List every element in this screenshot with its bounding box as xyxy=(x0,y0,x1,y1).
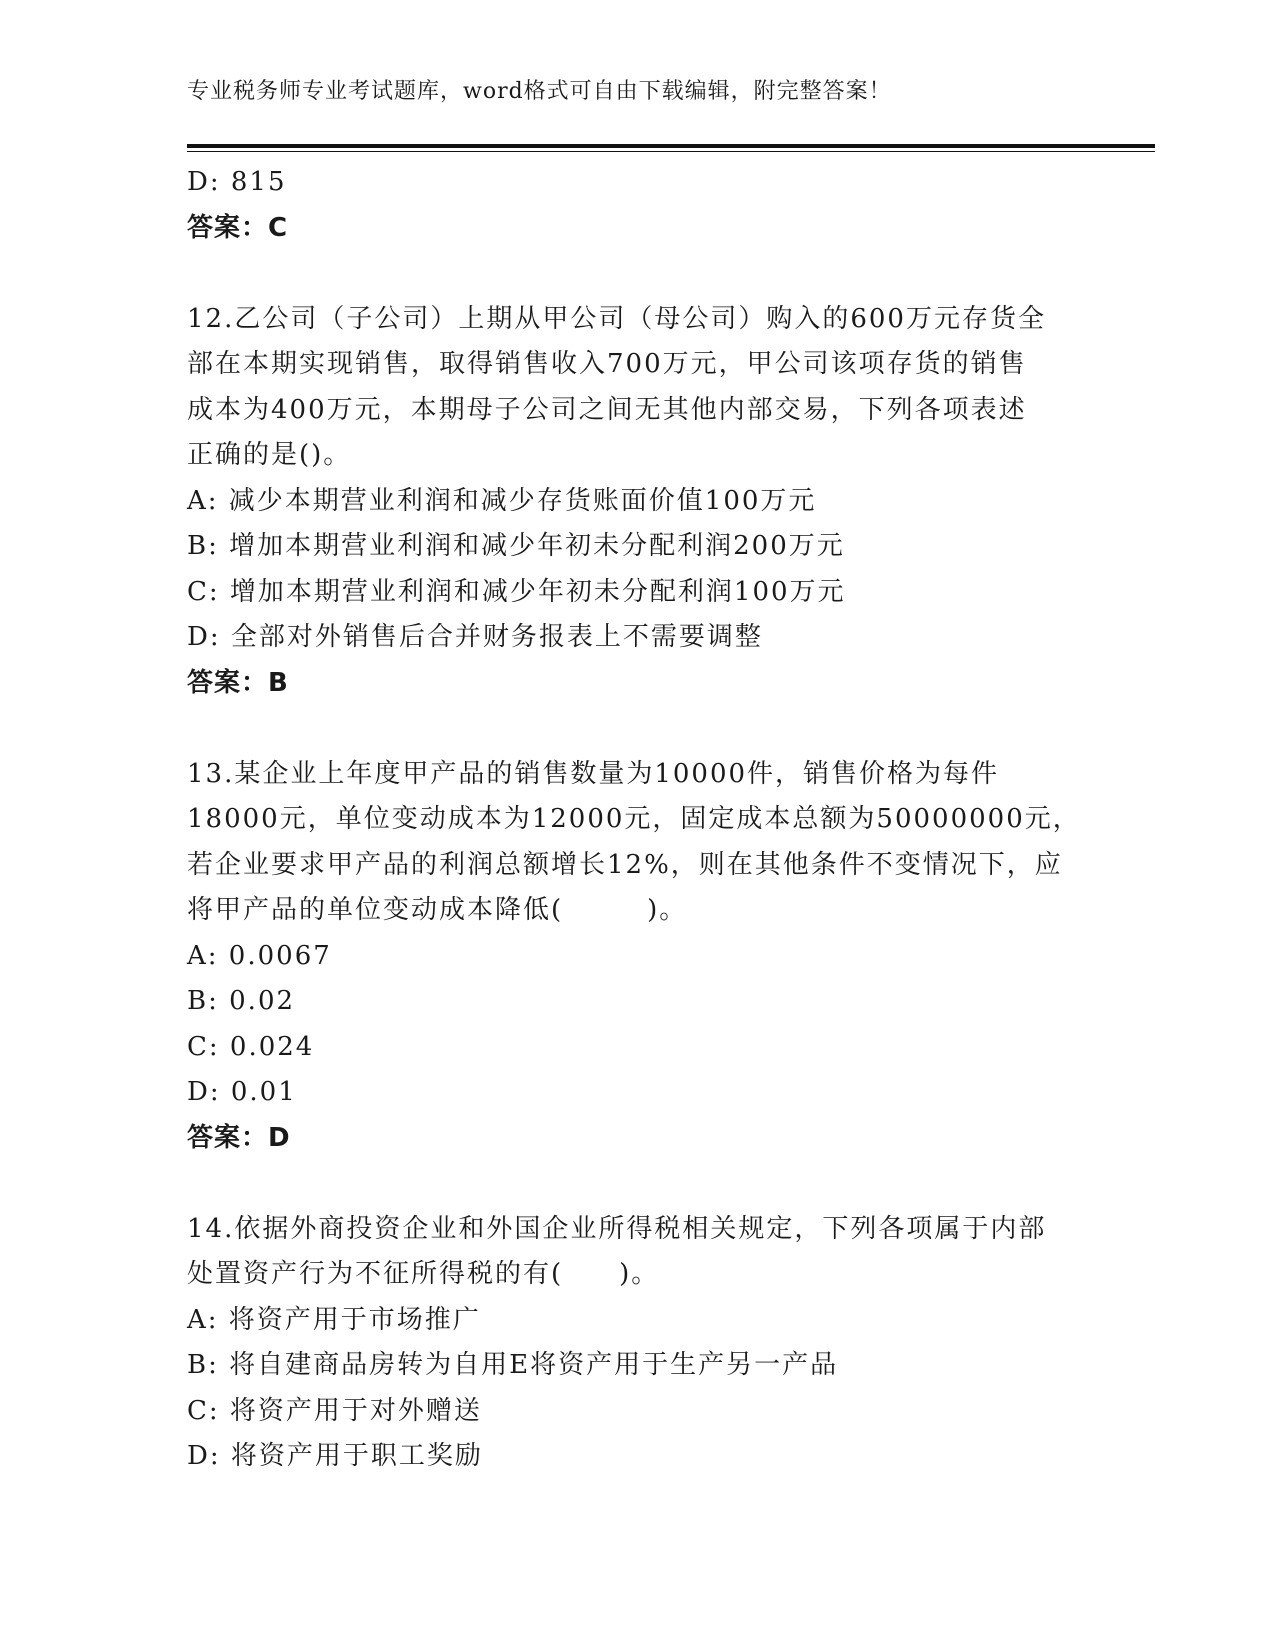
option-b: B: 将自建商品房转为自用E将资产用于生产另一产品 xyxy=(187,1350,839,1380)
option-a: A: 将资产用于市场推广 xyxy=(187,1304,481,1335)
option-d: D: 全部对外销售后合并财务报表上不需要调整 xyxy=(187,622,763,652)
option-c: C: 将资产用于对外赠送 xyxy=(187,1395,482,1426)
question-text-line: 12.乙公司（子公司）上期从甲公司（母公司）购入的600万元存货全 xyxy=(187,303,1046,334)
answer: 答案：B xyxy=(187,667,289,698)
page-header: 专业税务师专业考试题库，word格式可自由下载编辑，附完整答案！ xyxy=(187,79,892,104)
option-b: B: 增加本期营业利润和减少年初未分配利润200万元 xyxy=(187,531,845,561)
question-14 xyxy=(187,1207,1087,1480)
question-13 xyxy=(187,752,1087,1162)
question-text-line: 成本为400万元，本期母子公司之间无其他内部交易，下列各项表述 xyxy=(187,394,1027,425)
spacer xyxy=(187,706,1087,752)
header-rule-thin xyxy=(187,151,1155,152)
answer: 答案：D xyxy=(187,1122,291,1153)
option-a: A: 0.0067 xyxy=(187,940,332,971)
question-text-line: 正确的是()。 xyxy=(187,440,352,470)
option-d: D: 0.01 xyxy=(187,1077,297,1107)
option-a: A: 减少本期营业利润和减少存货账面价值100万元 xyxy=(187,485,817,516)
header-rule-thick xyxy=(187,144,1155,148)
question-text-line: 18000元，单位变动成本为12000元，固定成本总额为50000000元， xyxy=(187,804,1081,834)
document-body xyxy=(187,160,1087,1480)
question-text-line: 处置资产行为不征所得税的有( )。 xyxy=(187,1259,660,1289)
question-12 xyxy=(187,297,1087,707)
question-text-line: 14.依据外商投资企业和外国企业所得税相关规定，下列各项属于内部 xyxy=(187,1213,1047,1244)
question-text-line: 若企业要求甲产品的利润总额增长12%，则在其他条件不变情况下，应 xyxy=(187,849,1063,880)
question-text-line: 13.某企业上年度甲产品的销售数量为10000件，销售价格为每件 xyxy=(187,758,1000,789)
option-b: B: 0.02 xyxy=(187,986,296,1016)
option-c: C: 增加本期营业利润和减少年初未分配利润100万元 xyxy=(187,576,846,607)
prev-question-option-d: D: 815 xyxy=(187,167,287,197)
spacer xyxy=(187,251,1087,297)
option-d: D: 将资产用于职工奖励 xyxy=(187,1441,483,1471)
prev-question-answer: 答案：C xyxy=(187,212,289,243)
option-c: C: 0.024 xyxy=(187,1031,315,1062)
question-text-line: 将甲产品的单位变动成本降低( )。 xyxy=(187,895,688,925)
question-text-line: 部在本期实现销售，取得销售收入700万元，甲公司该项存货的销售 xyxy=(187,349,1027,379)
spacer xyxy=(187,1161,1087,1207)
